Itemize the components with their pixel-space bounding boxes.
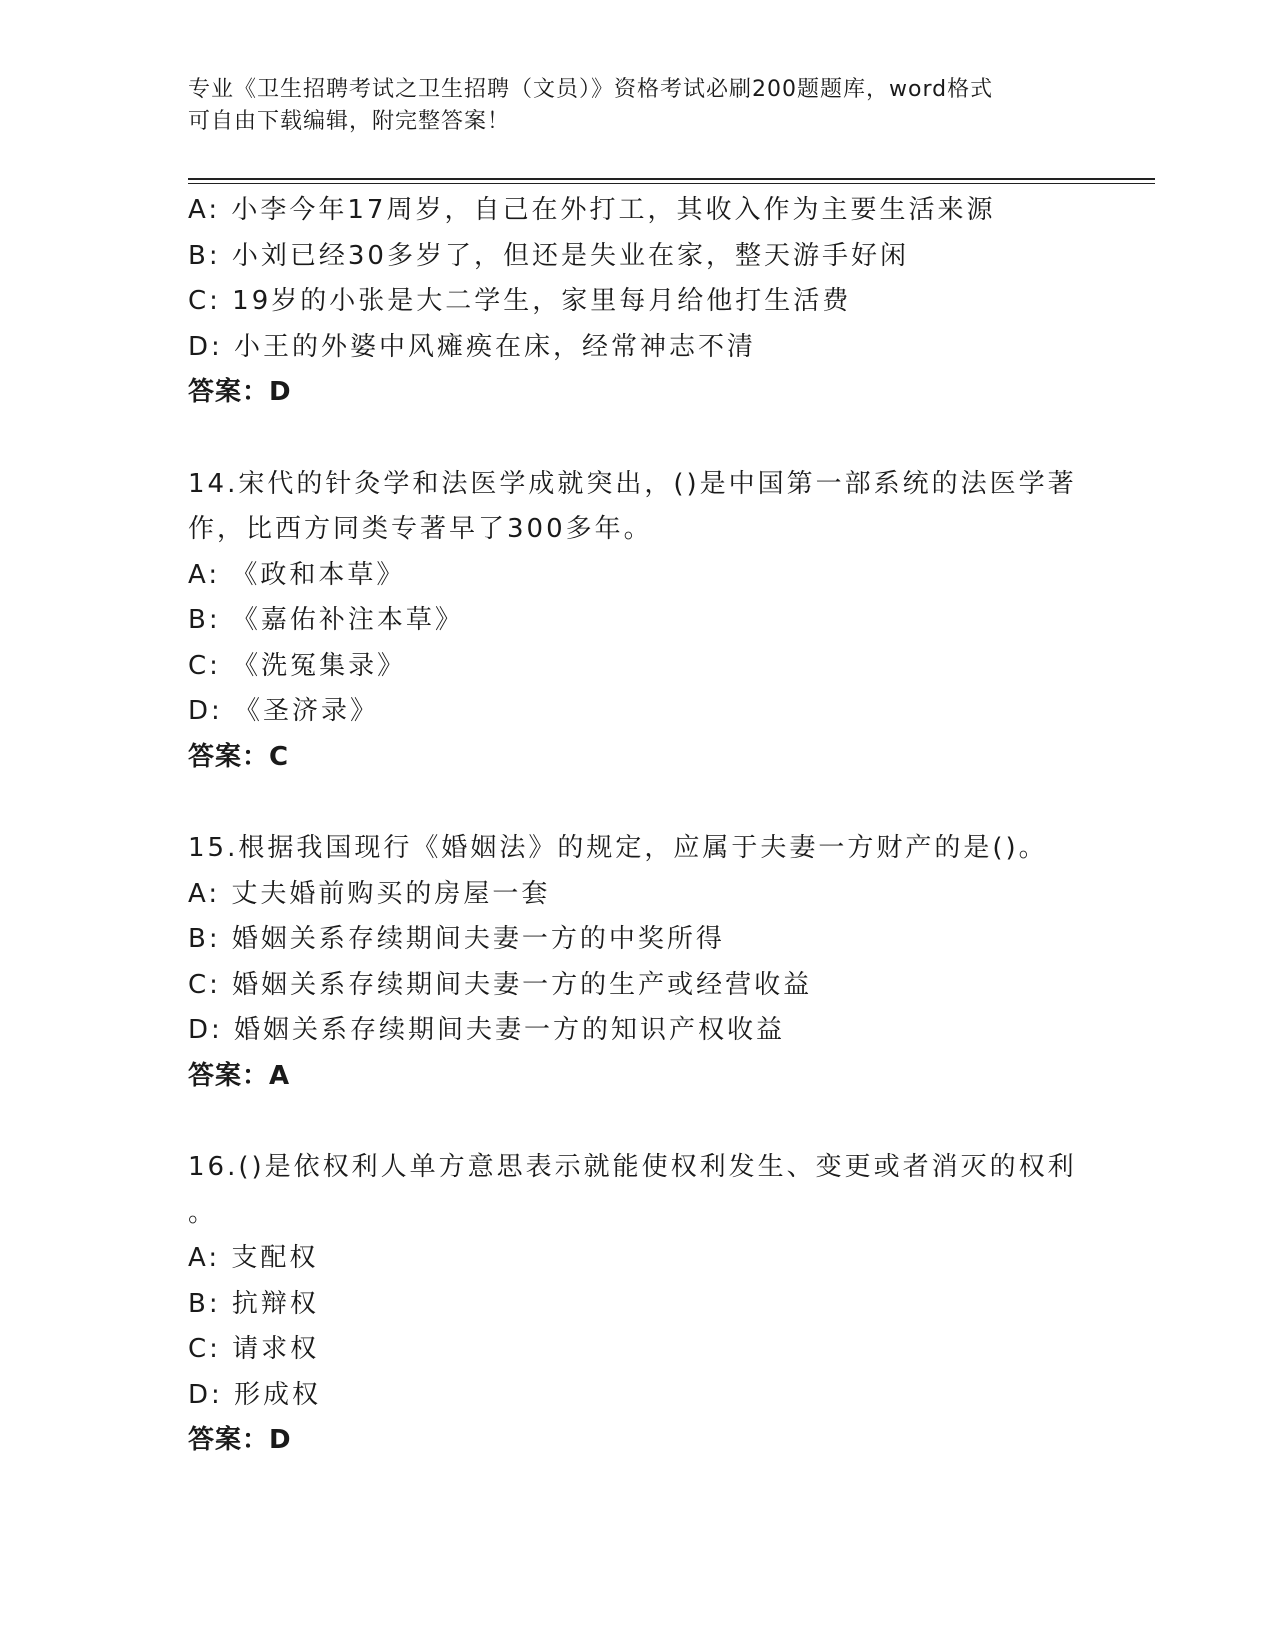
- spacer: [188, 780, 1088, 826]
- option-b: B: 抗辩权: [188, 1288, 319, 1319]
- question-stem-line-2: 作，比西方同类专著早了300多年。: [188, 514, 653, 544]
- question-stem-line-2: 。: [188, 1197, 218, 1228]
- header-divider: [188, 178, 1155, 184]
- question-13: [188, 188, 1088, 416]
- option-d: D: 小王的外婆中风瘫痪在床，经常神志不清: [188, 331, 757, 362]
- question-stem-line-1: 16.()是依权利人单方意思表示就能使权利发生、变更或者消灭的权利: [188, 1152, 1077, 1182]
- header-line-2: 可自由下载编辑，附完整答案！: [188, 109, 511, 134]
- option-b: B: 婚姻关系存续期间夫妻一方的中奖所得: [188, 924, 725, 954]
- option-a: A: 丈夫婚前购买的房屋一套: [188, 878, 551, 909]
- answer-label: 答案：D: [188, 1425, 292, 1455]
- option-c: C: 请求权: [188, 1334, 320, 1364]
- option-c: C: 19岁的小张是大二学生，家里每月给他打生活费: [188, 286, 852, 316]
- question-list: [188, 188, 1088, 1464]
- question-stem-line-1: 15.根据我国现行《婚姻法》的规定，应属于夫妻一方财产的是()。: [188, 833, 1048, 863]
- answer-label: 答案：D: [188, 377, 292, 407]
- question-stem-line-1: 14.宋代的针灸学和法医学成就突出，()是中国第一部系统的法医学著: [188, 468, 1077, 499]
- answer-label: 答案：A: [188, 1060, 291, 1091]
- option-a: A: 支配权: [188, 1243, 319, 1273]
- option-d: D: 《圣济录》: [188, 696, 380, 726]
- question-15: [188, 826, 1088, 1099]
- spacer: [188, 416, 1088, 462]
- option-a: A: 小李今年17周岁，自己在外打工，其收入作为主要生活来源: [188, 195, 996, 225]
- question-14: [188, 462, 1088, 781]
- option-c: C: 婚姻关系存续期间夫妻一方的生产或经营收益: [188, 969, 813, 1000]
- option-c: C: 《洗冤集录》: [188, 650, 407, 681]
- page-header: [188, 74, 1088, 138]
- answer-label: 答案：C: [188, 741, 290, 772]
- option-b: B: 《嘉佑补注本草》: [188, 605, 464, 635]
- question-16: [188, 1145, 1088, 1464]
- header-line-1: 专业《卫生招聘考试之卫生招聘（文员）》资格考试必刷200题题库，word格式: [188, 77, 994, 102]
- spacer: [188, 1099, 1088, 1145]
- option-d: D: 婚姻关系存续期间夫妻一方的知识产权收益: [188, 1015, 786, 1045]
- option-a: A: 《政和本草》: [188, 559, 406, 590]
- option-b: B: 小刘已经30多岁了，但还是失业在家，整天游手好闲: [188, 240, 909, 271]
- option-d: D: 形成权: [188, 1379, 322, 1410]
